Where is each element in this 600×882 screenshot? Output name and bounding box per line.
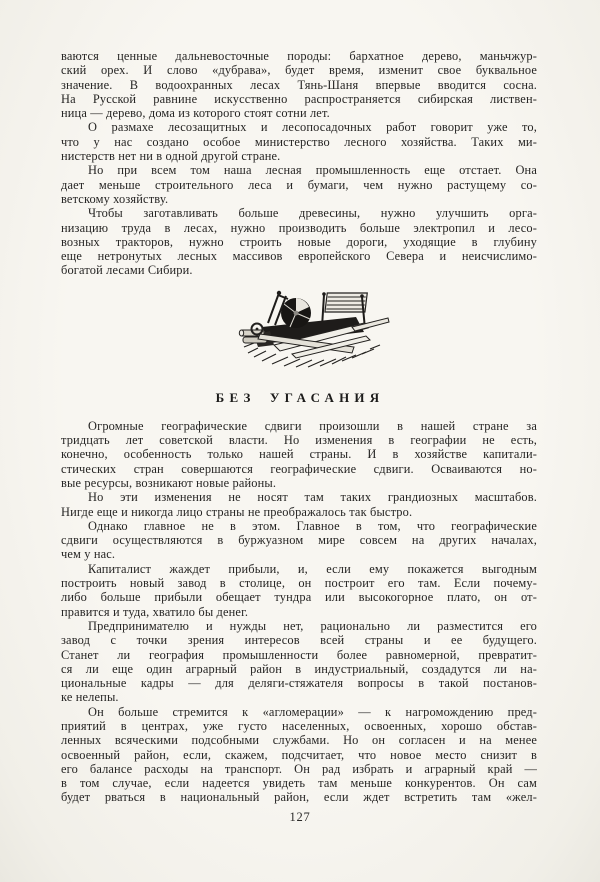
text-line: приятий в центрах, уже густо населенных, освоенных, хорошо обстав- — [61, 718, 537, 733]
text-line: будет рваться в национальный район, если ждет встретить там «жел- — [61, 790, 537, 805]
top-text-block — [61, 49, 537, 278]
text-line: Но эти изменения не носят там таких грандиозных масштабов. — [88, 490, 537, 505]
sawmill-vignette-graphic — [234, 287, 394, 371]
text-line: Огромные географические сдвиги произошли в нашей стране за — [88, 418, 537, 433]
text-line: тридцать лет советской власти. Но изменения в географии не есть, — [61, 433, 537, 448]
text-line: правится и туда, хватило бы денег. — [61, 604, 249, 619]
text-line: Он больше стремится к «агломерации» — к нагромождению пред- — [88, 704, 537, 719]
text-line: стических стран совершаются географические сдвиги. Осваиваются но- — [61, 461, 537, 476]
text-line: его балансе расходы на транспорт. Он рад избрать и аграрный край — — [61, 761, 537, 776]
text-line: Капиталист жаждет прибыли, и, если ему покажется выгодным — [88, 561, 537, 576]
text-line: низацию труда в лесах, нужно производить больше электропил и лесо- — [61, 220, 537, 235]
text-line: Чтобы заготавливать больше древесины, нужно улучшить орга- — [88, 206, 537, 221]
text-line: вые ресурсы, возникают новые районы. — [61, 475, 277, 490]
text-line: Но при всем том наша лесная промышленность еще отстает. Она — [88, 163, 537, 178]
text-line: циональные кадры — для деляги-стяжателя вопросы в такой постанов- — [61, 676, 537, 691]
text-line: завод с точки зрения интересов всей страны и ее будущего. — [61, 633, 537, 648]
text-line: что у нас создано особое министерство лесного хозяйства. Таких ми- — [61, 134, 537, 149]
text-line: дает меньше строительного леса и бумаги, чем нужно растущему со- — [61, 177, 537, 192]
bottom-text-block — [61, 419, 537, 805]
text-line: ветскому хозяйству. — [61, 191, 169, 206]
text-line: построить новый завод в столице, он построит его там. Если почему- — [61, 576, 537, 591]
text-line: На Русской равнине искусственно распространяется сибирская листвен- — [61, 91, 537, 106]
text-line: Однако главное не в этом. Главное в том, что географические — [88, 518, 537, 533]
section-heading: БЕЗ УГАСАНИЯ — [215, 389, 385, 405]
text-line: богатой лесами Сибири. — [61, 263, 193, 278]
text-line: сдвиги осуществляются в буржуазном мире совсем на других началах, — [61, 533, 537, 548]
text-line: ваются ценные дальневосточные породы: бархатное дерево, маньчжур- — [61, 49, 537, 63]
text-line: возных тракторов, нужно строить новые дороги, уходящие в глубину — [61, 234, 537, 249]
text-line: О размахе лесозащитных и лесопосадочных работ говорит уже то, — [88, 120, 537, 135]
text-line: нистерств нет ни в одной другой стране. — [61, 149, 281, 164]
text-line: ся ли еще один аграрный район в индустриальный, создадутся ли на- — [61, 661, 537, 676]
text-line: еще нетронутых лесных массивов европейского Севера и неисчислимо- — [61, 249, 537, 264]
text-line: либо больше прибыли обещает тундра или высокогорное плато, он от- — [61, 590, 537, 605]
page-number: 127 — [289, 809, 311, 824]
text-line: ленных всяческими подсобными службами. Но он согласен и на менее — [61, 733, 537, 748]
text-line: ке нелепы. — [61, 690, 119, 705]
text-line: значение. В водоохранных лесах Тянь-Шаня впервые вводится сосна. — [61, 77, 537, 92]
text-line: ский орех. И слово «дубрава», будет время, изменит свое буквальное — [61, 63, 537, 78]
text-line: конечно, особенность только нашей страны. И в хозяйстве капитали- — [61, 447, 537, 462]
text-line: в том случае, если надеется увидеть там меньше конкурентов. Он сам — [61, 776, 537, 791]
sawmill-illustration — [0, 287, 600, 371]
text-line: Станет ли география промышленности более равномерной, превратит- — [61, 647, 537, 662]
text-line: освоенный район, если, скажем, подсчитает, что новое место снизит в — [61, 747, 537, 762]
text-line: Предпринимателю и нужды нет, рационально ли разместится его — [88, 618, 537, 633]
text-line: ница — дерево, дома из которого стоят сотни лет. — [61, 106, 330, 121]
text-line: чем у нас. — [61, 547, 116, 562]
text-line: Нигде еще и никогда лицо страны не преображалось так быстро. — [61, 504, 413, 519]
